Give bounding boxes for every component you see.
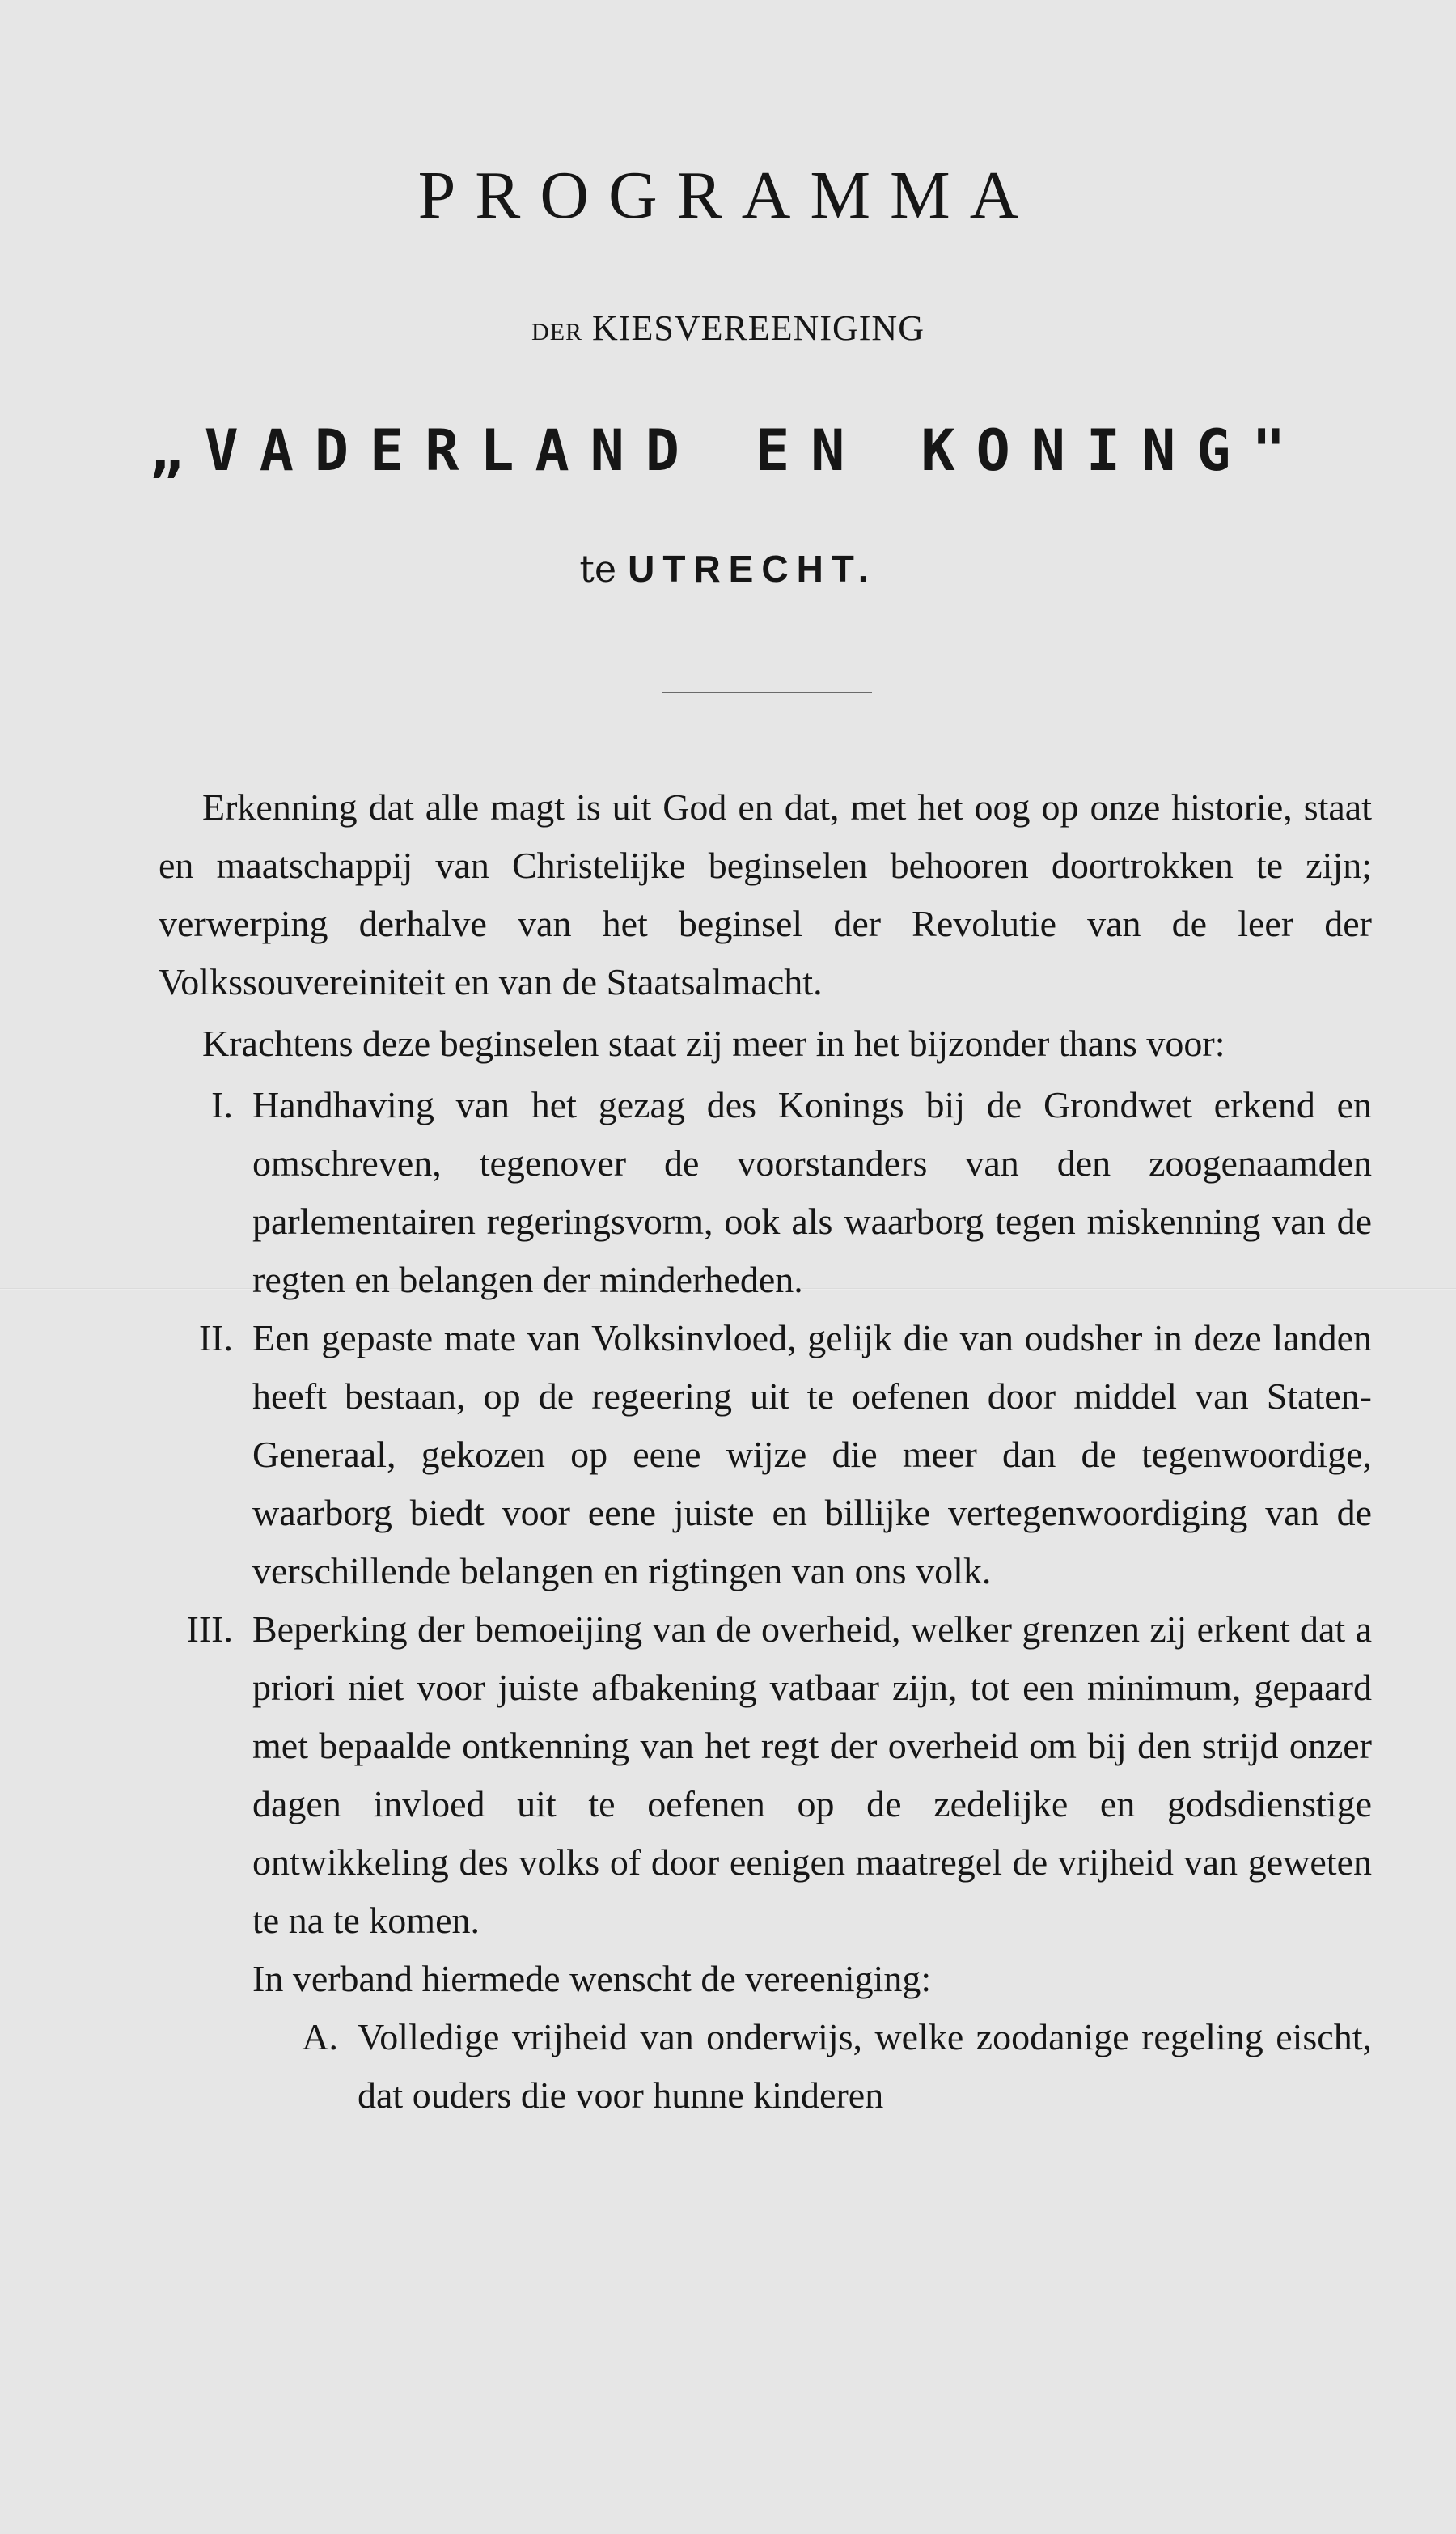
- city-prefix: te: [579, 547, 617, 591]
- separator-rule: [662, 692, 872, 693]
- document-subtitle: [0, 308, 1456, 348]
- paragraph-intro-points: Krachtens deze beginselen staat zij meer in het bijzonder thans voor:: [202, 1023, 1225, 1064]
- document-body: [159, 778, 1372, 2125]
- subtitle-main: KIESVEREENIGING: [592, 308, 925, 348]
- city-line: [0, 547, 1456, 591]
- association-name: „VADERLAND EN KONING": [149, 417, 1307, 484]
- sub-item-A: [159, 2008, 1372, 2125]
- city-name: UTRECHT.: [628, 548, 877, 590]
- list-item-III: [159, 1600, 1372, 1950]
- connection-intro: In verband hiermede wenscht de vereeniging:: [252, 1958, 932, 1999]
- document-title: PROGRAMMA: [417, 158, 1039, 233]
- list-item-I: [159, 1076, 1372, 1309]
- item-text: Beperking der bemoeijing van de overheid, welker grenzen zij erkent dat a priori niet voor juiste afbakening vatbaar zijn, tot een minimum, gepaard met bepaalde ontkenning van het regt der overheid om bij den strijd onzer dagen invloed uit te oefenen op de zedelijke en godsdienstige ontwikkeling des volks of door eenigen maatregel de vrijheid van geweten te na te komen.: [252, 1608, 1372, 1941]
- item-text: Handhaving van het gezag des Konings bij de Grondwet erkend en omschreven, tegenover de voorstanders van den zoogenaamden parlementairen regeringsvorm, ook als waarborg tegen miskenning van de regten en belangen der minderheden.: [252, 1084, 1372, 1300]
- item-number: I.: [211, 1084, 233, 1125]
- subtitle-prefix: DER: [531, 319, 583, 345]
- sub-item-letter: A.: [302, 2016, 338, 2057]
- paragraph-principles: Erkenning dat alle magt is uit God en dat, met het oog op onze historie, staat en maatschappij van Christelijke beginselen behooren doortrokken te zijn; verwerping derhalve van het beginsel der Revolutie van de leer der Volkssouvereiniteit en van de Staatsalmacht.: [159, 786, 1372, 1002]
- item-number: II.: [198, 1317, 233, 1358]
- list-item-II: [159, 1309, 1372, 1600]
- item-text: Een gepaste mate van Volksinvloed, gelijk die van oudsher in deze landen heeft bestaan, op de regeering uit te oefenen door middel van Staten-Generaal, gekozen op eene wijze die meer dan de tegenwoordige, waarborg biedt voor eene juiste en billijke vertegenwoordiging van de verschillende belangen en rigtingen van ons volk.: [252, 1317, 1372, 1591]
- sub-item-text: Volledige vrijheid van onderwijs, welke zoodanige regeling eischt, dat ouders die voor hunne kinderen: [358, 2016, 1372, 2116]
- item-number: III.: [186, 1608, 233, 1650]
